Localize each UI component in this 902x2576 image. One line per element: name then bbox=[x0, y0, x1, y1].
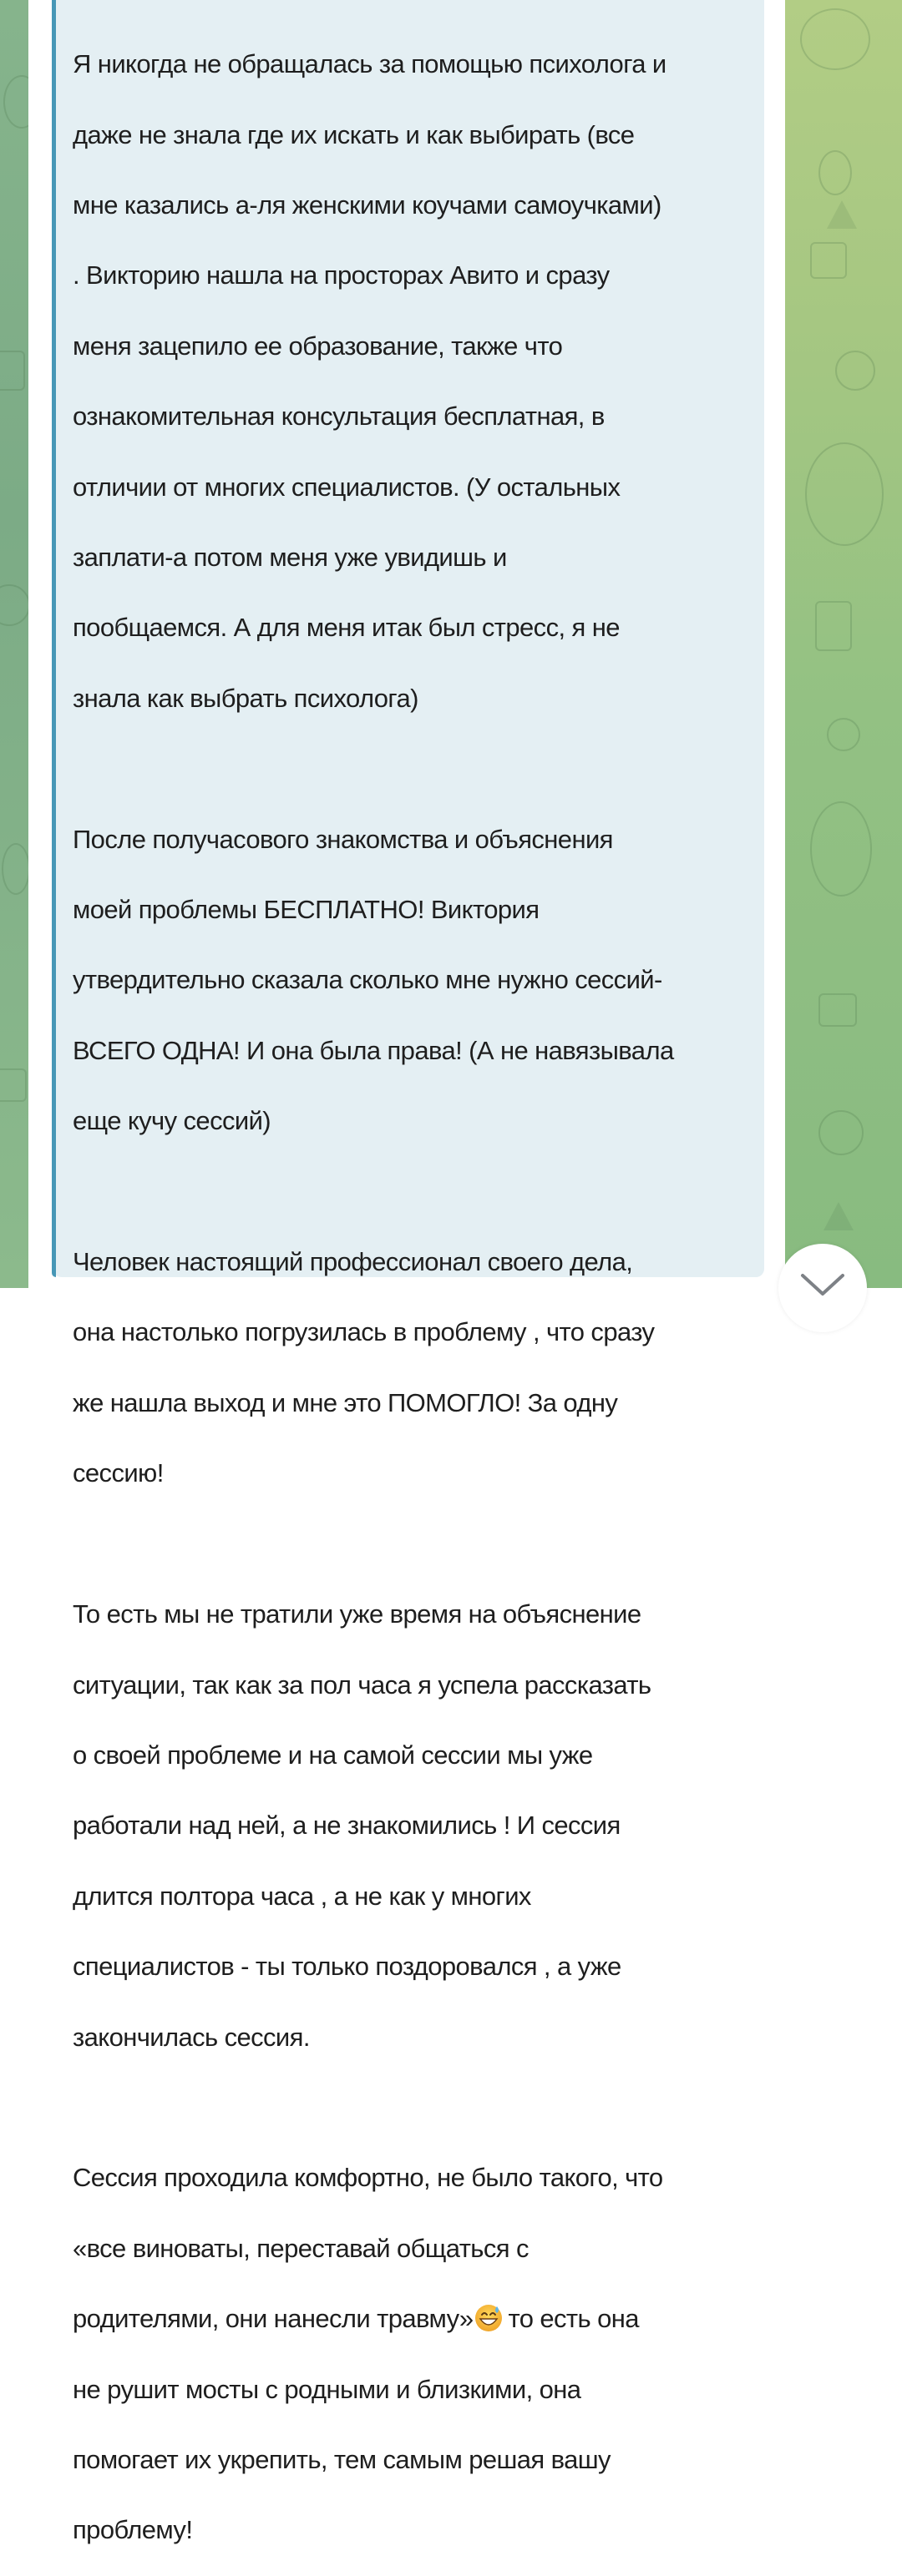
message-line: же нашла выход и мне это ПОМОГЛО! За одну bbox=[73, 1387, 618, 1417]
message-paragraph bbox=[73, 786, 749, 1174]
message-line: ВСЕГО ОДНА! И она была права! (А не навязывала bbox=[73, 1035, 674, 1065]
wallpaper-doodle bbox=[815, 601, 852, 651]
message-line: ознакомительная консультация бесплатная, в bbox=[73, 402, 605, 432]
message-line: отличии от многих специалистов. (У остальных bbox=[73, 472, 621, 502]
wallpaper-doodle bbox=[0, 584, 28, 626]
message-line: еще кучу сессий) bbox=[73, 1106, 271, 1136]
message-paragraph bbox=[73, 1210, 749, 1527]
message-line: не рушит мосты с родными и близкими, она bbox=[73, 2374, 581, 2404]
message-line: Я никогда не обращалась за помощью психолога и bbox=[73, 49, 666, 79]
message-line: сессию! bbox=[73, 1458, 164, 1488]
wallpaper-doodle bbox=[0, 1068, 27, 1102]
wallpaper-doodle bbox=[823, 1202, 854, 1230]
message-line: даже не знала где их искать и как выбирать (все bbox=[73, 119, 635, 149]
message-line: проблему! bbox=[73, 2515, 193, 2545]
message-line: Человек настоящий профессионал своего дела, bbox=[73, 1247, 633, 1277]
message-paragraph bbox=[73, 2125, 749, 2576]
message-line: утвердительно сказала сколько мне нужно сессий- bbox=[73, 965, 662, 995]
wallpaper-doodle bbox=[827, 718, 860, 751]
wallpaper-doodle bbox=[810, 801, 872, 897]
message-line: ситуации, так как за пол часа я успела рассказать bbox=[73, 1669, 651, 1700]
wallpaper-doodle bbox=[818, 993, 857, 1027]
grinning-face-with-sweat-emoji-icon bbox=[474, 2304, 503, 2332]
quote-bar bbox=[52, 0, 56, 1277]
wallpaper-doodle bbox=[827, 200, 857, 229]
message-line: меня зацепило ее образование, также что bbox=[73, 331, 563, 361]
scroll-to-bottom-button[interactable] bbox=[778, 1244, 867, 1332]
message-bubble[interactable] bbox=[52, 0, 764, 2545]
wallpaper-doodle bbox=[2, 843, 28, 895]
message-line: заплати-а потом меня уже увидишь и bbox=[73, 543, 507, 573]
chat-wallpaper-right bbox=[785, 0, 902, 1288]
wallpaper-doodle bbox=[800, 8, 870, 70]
message-line: Сессия проходила комфортно, не было такого, что bbox=[73, 2163, 663, 2193]
message-line: специалистов - ты только поздоровался , а уже bbox=[73, 1952, 621, 1982]
message-line-prefix: родителями, они нанесли травму» bbox=[73, 2304, 474, 2334]
message-line-with-emoji bbox=[73, 2301, 749, 2336]
wallpaper-doodle bbox=[818, 1110, 864, 1155]
message-line: пообщаемся. А для меня итак был стресс, я не bbox=[73, 613, 620, 643]
message-line: мне казались а-ля женскими коучами самоучками) bbox=[73, 190, 661, 220]
message-line: помогает их укрепить, тем самым решая вашу bbox=[73, 2444, 611, 2474]
message-line: работали над ней, а не знакомились ! И сессия bbox=[73, 1811, 621, 1841]
message-text bbox=[73, 12, 749, 2576]
message-paragraph bbox=[73, 1562, 749, 2090]
message-paragraph bbox=[73, 12, 749, 751]
message-line: «все виноваты, переставай общаться с bbox=[73, 2233, 529, 2263]
message-line: длится полтора часа , а не как у многих bbox=[73, 1881, 531, 1911]
message-line: моей проблемы БЕСПЛАТНО! Виктория bbox=[73, 895, 540, 925]
wallpaper-doodle bbox=[3, 75, 28, 129]
message-line-suffix: то есть она bbox=[508, 2304, 639, 2334]
message-line: После получасового знакомства и объяснения bbox=[73, 824, 613, 854]
message-line: она настолько погрузилась в проблему , что сразу bbox=[73, 1317, 655, 1347]
message-line: закончилась сессия. bbox=[73, 2022, 310, 2052]
wallpaper-doodle bbox=[810, 242, 847, 279]
message-line: о своей проблеме и на самой сессии мы уже bbox=[73, 1740, 593, 1770]
chat-wallpaper-left bbox=[0, 0, 28, 1288]
message-line: знала как выбрать психолога) bbox=[73, 683, 418, 713]
wallpaper-doodle bbox=[805, 442, 884, 546]
wallpaper-doodle bbox=[818, 150, 852, 195]
wallpaper-doodle bbox=[0, 351, 25, 391]
wallpaper-doodle bbox=[835, 351, 875, 391]
message-line: . Викторию нашла на просторах Авито и сразу bbox=[73, 260, 610, 290]
chevron-down-icon bbox=[799, 1272, 846, 1297]
message-line: То есть мы не тратили уже время на объяснение bbox=[73, 1599, 641, 1629]
